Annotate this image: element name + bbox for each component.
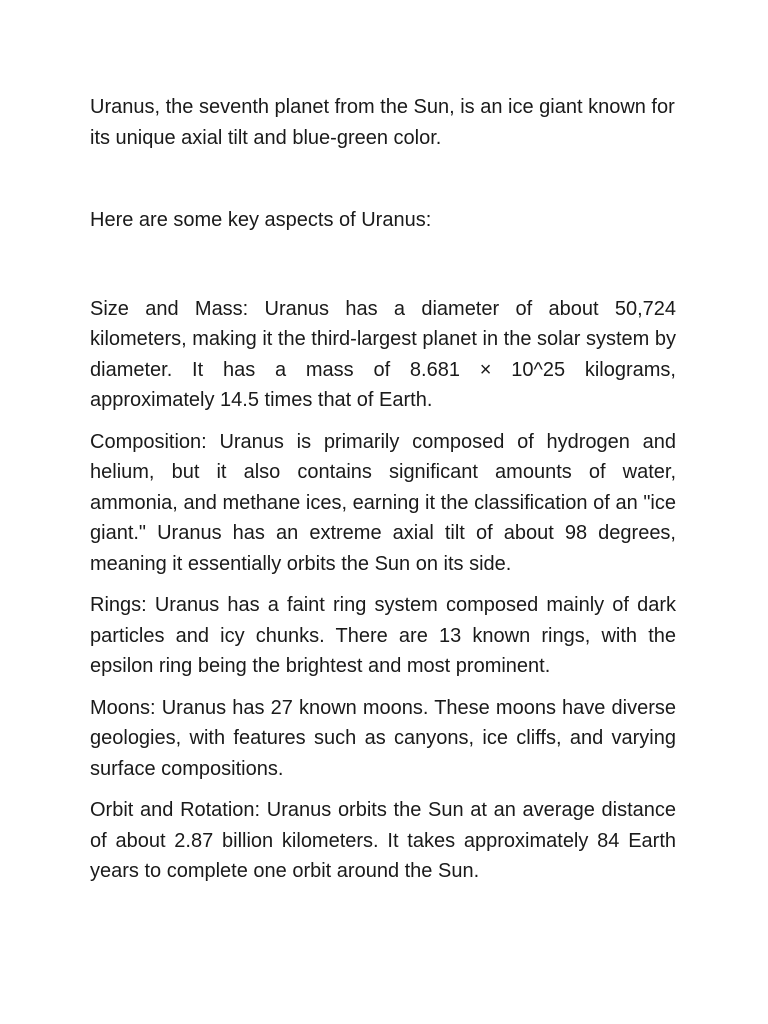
section-size-and-mass: Size and Mass: Uranus has a diameter of about 50,724 kilometers, making it the third-largest planet in the solar system by diameter. It has a mass of 8.681 × 10^25 kilograms, approximately 14.5 times that of Earth. bbox=[90, 297, 676, 411]
section-composition: Composition: Uranus is primarily composed of hydrogen and helium, but it also contains significant amounts of water, ammonia, and methane ices, earning it the classification of an "ice giant." Uranus has an extreme axial tilt of about 98 degrees, meaning it essentially orbits the Sun on its side. bbox=[90, 430, 676, 575]
intro-paragraph: Uranus, the seventh planet from the Sun, is an ice giant known for its unique axial tilt and blue-green color. bbox=[90, 96, 675, 149]
document-page bbox=[90, 92, 676, 887]
section-moons: Moons: Uranus has 27 known moons. These moons have diverse geologies, with features such as canyons, ice cliffs, and varying surface compositions. bbox=[90, 696, 676, 780]
section-rings: Rings: Uranus has a faint ring system composed mainly of dark particles and icy chunks. There are 13 known rings, with the epsilon ring being the brightest and most prominent. bbox=[90, 594, 676, 677]
section-orbit-and-rotation: Orbit and Rotation: Uranus orbits the Sun at an average distance of about 2.87 billion kilometers. It takes approximately 84 Earth years to complete one orbit around the Sun. bbox=[90, 799, 676, 882]
lead-paragraph: Here are some key aspects of Uranus: bbox=[90, 209, 432, 231]
